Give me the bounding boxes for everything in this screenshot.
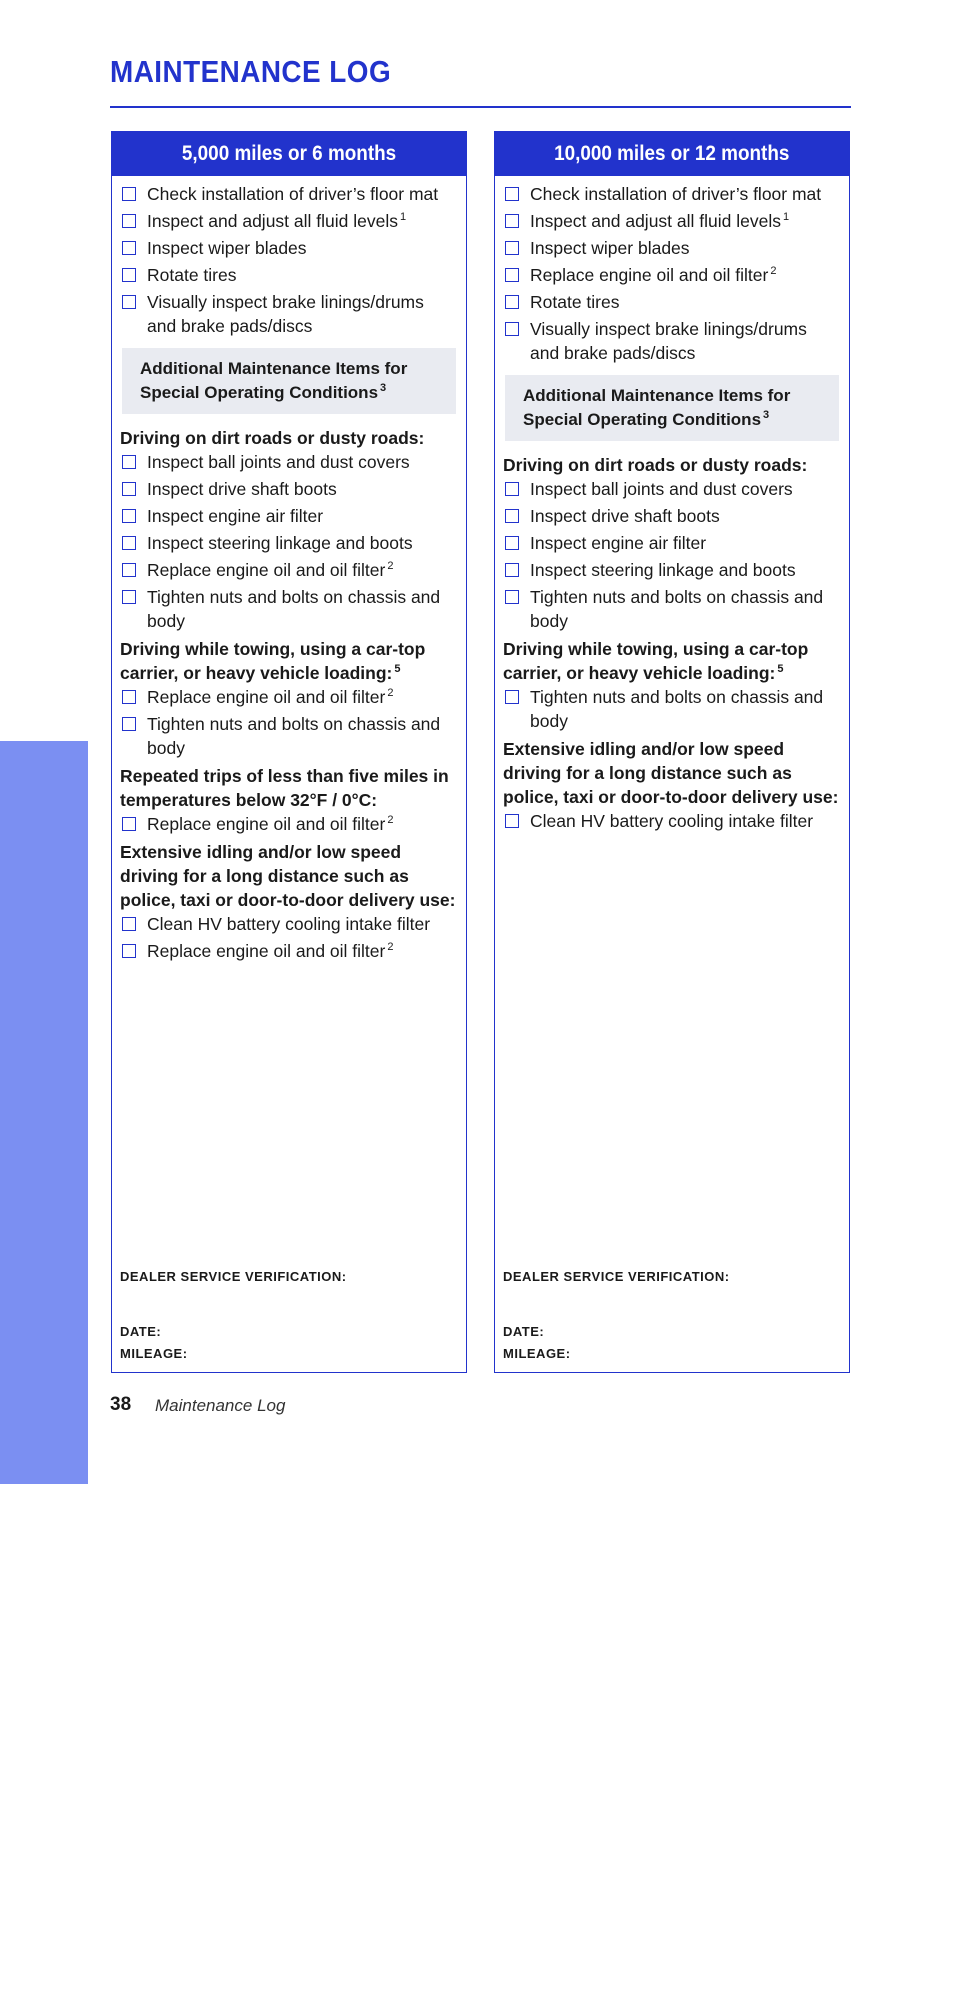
checkbox-icon[interactable] xyxy=(122,590,136,604)
condition-title: Driving while towing, using a car-top carrier, or heavy vehicle loading: xyxy=(503,639,809,683)
checklist-item xyxy=(503,531,839,555)
item-label: Clean HV battery cooling intake filter xyxy=(530,811,814,831)
checklist-item xyxy=(120,236,456,260)
condition-heading xyxy=(503,637,839,685)
footnote-ref: 5 xyxy=(777,663,784,675)
checklist-item-text xyxy=(147,182,456,206)
footnote-ref: 2 xyxy=(387,687,394,699)
dealer-verification-label: DEALER SERVICE VERIFICATION: xyxy=(503,1269,730,1284)
item-label: Check installation of driver’s floor mat xyxy=(530,184,822,204)
checkbox-icon[interactable] xyxy=(122,268,136,282)
item-label: Inspect engine air filter xyxy=(147,506,324,526)
checkbox-icon[interactable] xyxy=(122,717,136,731)
checkbox-icon[interactable] xyxy=(122,455,136,469)
date-label: DATE: xyxy=(120,1324,162,1339)
maintenance-column-1 xyxy=(111,131,467,1373)
item-label: Tighten nuts and bolts on chassis and body xyxy=(147,587,441,631)
item-label: Inspect wiper blades xyxy=(530,238,690,258)
checklist-item xyxy=(120,585,456,633)
column-body xyxy=(112,176,466,963)
checkbox-icon[interactable] xyxy=(122,690,136,704)
checklist-item xyxy=(503,317,839,365)
mileage-label: MILEAGE: xyxy=(120,1346,188,1361)
checkbox-icon[interactable] xyxy=(505,590,519,604)
checklist-item-text xyxy=(147,912,456,936)
special-conditions-text: Additional Maintenance Items for Special Operating Conditions xyxy=(523,386,791,429)
footnote-ref: 1 xyxy=(782,211,790,223)
checkbox-icon[interactable] xyxy=(122,563,136,577)
item-label: Visually inspect brake linings/drums and brake pads/discs xyxy=(530,319,807,363)
checklist-item-text xyxy=(147,585,456,633)
checklist-item-text xyxy=(147,685,456,709)
checklist-item xyxy=(503,236,839,260)
item-label: Clean HV battery cooling intake filter xyxy=(147,914,431,934)
checklist-item-text xyxy=(530,209,839,233)
checklist-item xyxy=(503,504,839,528)
dealer-verification-label: DEALER SERVICE VERIFICATION: xyxy=(120,1269,347,1284)
column-header: 5,000 miles or 6 months xyxy=(112,132,466,176)
checkbox-icon[interactable] xyxy=(505,814,519,828)
item-label: Inspect steering linkage and boots xyxy=(147,533,413,553)
checklist-item-text xyxy=(147,939,456,963)
item-label: Tighten nuts and bolts on chassis and body xyxy=(530,687,824,731)
checklist-item xyxy=(120,504,456,528)
checklist-item-text xyxy=(147,812,456,836)
checklist-item xyxy=(120,812,456,836)
checkbox-icon[interactable] xyxy=(122,944,136,958)
checkbox-icon[interactable] xyxy=(505,322,519,336)
date-label: DATE: xyxy=(503,1324,545,1339)
condition-heading xyxy=(120,426,456,450)
checklist-item-text xyxy=(147,531,456,555)
side-tab xyxy=(0,741,88,2001)
item-label: Rotate tires xyxy=(530,292,620,312)
checkbox-icon[interactable] xyxy=(505,268,519,282)
checklist-item-text xyxy=(147,477,456,501)
checklist-item-text xyxy=(147,209,456,233)
footer-section-label: Maintenance Log xyxy=(155,1396,286,1415)
checklist-item-text xyxy=(147,236,456,260)
item-label: Inspect drive shaft boots xyxy=(530,506,720,526)
special-conditions-text: Additional Maintenance Items for Special Operating Conditions xyxy=(140,359,408,402)
checklist-item xyxy=(120,939,456,963)
checklist-item xyxy=(120,685,456,709)
checklist-item-text xyxy=(530,477,839,501)
footnote-ref: 2 xyxy=(387,941,394,953)
checklist-item xyxy=(503,685,839,733)
condition-heading xyxy=(120,840,456,912)
checklist-item xyxy=(120,531,456,555)
checklist-item-text xyxy=(530,236,839,260)
item-label: Tighten nuts and bolts on chassis and body xyxy=(530,587,824,631)
checkbox-icon[interactable] xyxy=(505,295,519,309)
footnote-ref: 1 xyxy=(399,211,407,223)
checklist-item-text xyxy=(530,585,839,633)
condition-title: Driving on dirt roads or dusty roads: xyxy=(503,455,808,475)
item-label: Replace engine oil and oil filter xyxy=(530,265,769,285)
checkbox-icon[interactable] xyxy=(505,241,519,255)
checklist-item-text xyxy=(147,712,456,760)
checkbox-icon[interactable] xyxy=(505,690,519,704)
item-label: Inspect and adjust all fluid levels xyxy=(530,211,781,231)
checklist-item xyxy=(503,290,839,314)
page-title: MAINTENANCE LOG xyxy=(110,54,392,89)
checklist-item xyxy=(120,290,456,338)
checkbox-icon[interactable] xyxy=(122,187,136,201)
footer-page-number: 38 xyxy=(110,1394,132,1415)
checkbox-icon[interactable] xyxy=(505,187,519,201)
checklist-item-text xyxy=(530,685,839,733)
checklist-item-text xyxy=(530,263,839,287)
footnote-ref: 2 xyxy=(387,560,394,572)
checklist-item xyxy=(120,477,456,501)
checklist-item xyxy=(503,263,839,287)
condition-heading xyxy=(120,764,456,812)
checklist-item-text xyxy=(530,290,839,314)
item-label: Check installation of driver’s floor mat xyxy=(147,184,439,204)
checkbox-icon[interactable] xyxy=(122,509,136,523)
checkbox-icon[interactable] xyxy=(122,482,136,496)
checklist-item xyxy=(503,209,839,233)
condition-title: Extensive idling and/or low speed driving for a long distance such as police, taxi or door-to-door delivery use: xyxy=(120,842,456,910)
footnote-ref: 3 xyxy=(380,382,387,394)
item-label: Visually inspect brake linings/drums and brake pads/discs xyxy=(147,292,424,336)
item-label: Inspect wiper blades xyxy=(147,238,307,258)
checkbox-icon[interactable] xyxy=(505,509,519,523)
condition-title: Extensive idling and/or low speed driving for a long distance such as police, taxi or door-to-door delivery use: xyxy=(503,739,839,807)
checklist-item-text xyxy=(147,558,456,582)
maintenance-column-2 xyxy=(494,131,850,1373)
footnote-ref: 2 xyxy=(770,265,777,277)
footnote-ref: 3 xyxy=(763,409,770,421)
checkbox-icon[interactable] xyxy=(122,241,136,255)
checklist-item xyxy=(120,558,456,582)
item-label: Replace engine oil and oil filter xyxy=(147,560,386,580)
checklist-item xyxy=(120,450,456,474)
column-header: 10,000 miles or 12 months xyxy=(495,132,849,176)
mileage-label: MILEAGE: xyxy=(503,1346,571,1361)
checklist-item-text xyxy=(530,182,839,206)
special-conditions-heading xyxy=(505,375,839,441)
checklist-item-text xyxy=(530,809,839,833)
checklist-item xyxy=(120,712,456,760)
item-label: Replace engine oil and oil filter xyxy=(147,941,386,961)
item-label: Tighten nuts and bolts on chassis and body xyxy=(147,714,441,758)
checkbox-icon[interactable] xyxy=(505,214,519,228)
item-label: Inspect engine air filter xyxy=(530,533,707,553)
checkbox-icon[interactable] xyxy=(122,214,136,228)
item-label: Inspect drive shaft boots xyxy=(147,479,337,499)
checklist-item-text xyxy=(530,531,839,555)
checkbox-icon[interactable] xyxy=(122,295,136,309)
item-label: Replace engine oil and oil filter xyxy=(147,687,386,707)
checkbox-icon[interactable] xyxy=(122,817,136,831)
checklist-item-text xyxy=(147,450,456,474)
checklist-item xyxy=(120,263,456,287)
checkbox-icon[interactable] xyxy=(505,536,519,550)
checklist-item xyxy=(120,912,456,936)
side-tab-label: MAINTENANCE xyxy=(24,1705,63,2001)
checklist-item-text xyxy=(147,504,456,528)
condition-title: Driving while towing, using a car-top carrier, or heavy vehicle loading: xyxy=(120,639,426,683)
checklist-item xyxy=(120,182,456,206)
condition-heading xyxy=(503,453,839,477)
title-rule xyxy=(110,106,851,108)
condition-heading xyxy=(503,737,839,809)
checklist-item-text xyxy=(147,290,456,338)
checklist-item xyxy=(503,477,839,501)
checklist-item xyxy=(503,558,839,582)
checkbox-icon[interactable] xyxy=(122,536,136,550)
checklist-item-text xyxy=(530,558,839,582)
item-label: Rotate tires xyxy=(147,265,237,285)
item-label: Inspect and adjust all fluid levels xyxy=(147,211,398,231)
condition-title: Driving on dirt roads or dusty roads: xyxy=(120,428,425,448)
column-body xyxy=(495,176,849,833)
checklist-item xyxy=(503,182,839,206)
footnote-ref: 5 xyxy=(394,663,401,675)
checkbox-icon[interactable] xyxy=(505,563,519,577)
item-label: Inspect ball joints and dust covers xyxy=(530,479,793,499)
condition-heading xyxy=(120,637,456,685)
item-label: Inspect ball joints and dust covers xyxy=(147,452,410,472)
checklist-item xyxy=(503,585,839,633)
checkbox-icon[interactable] xyxy=(505,482,519,496)
item-label: Replace engine oil and oil filter xyxy=(147,814,386,834)
footnote-ref: 2 xyxy=(387,814,394,826)
checklist-item xyxy=(503,809,839,833)
condition-title: Repeated trips of less than five miles in temperatures below 32°F / 0°C: xyxy=(120,766,449,810)
item-label: Inspect steering linkage and boots xyxy=(530,560,796,580)
checklist-item-text xyxy=(530,317,839,365)
special-conditions-heading xyxy=(122,348,456,414)
checklist-item-text xyxy=(530,504,839,528)
checklist-item xyxy=(120,209,456,233)
checkbox-icon[interactable] xyxy=(122,917,136,931)
checklist-item-text xyxy=(147,263,456,287)
